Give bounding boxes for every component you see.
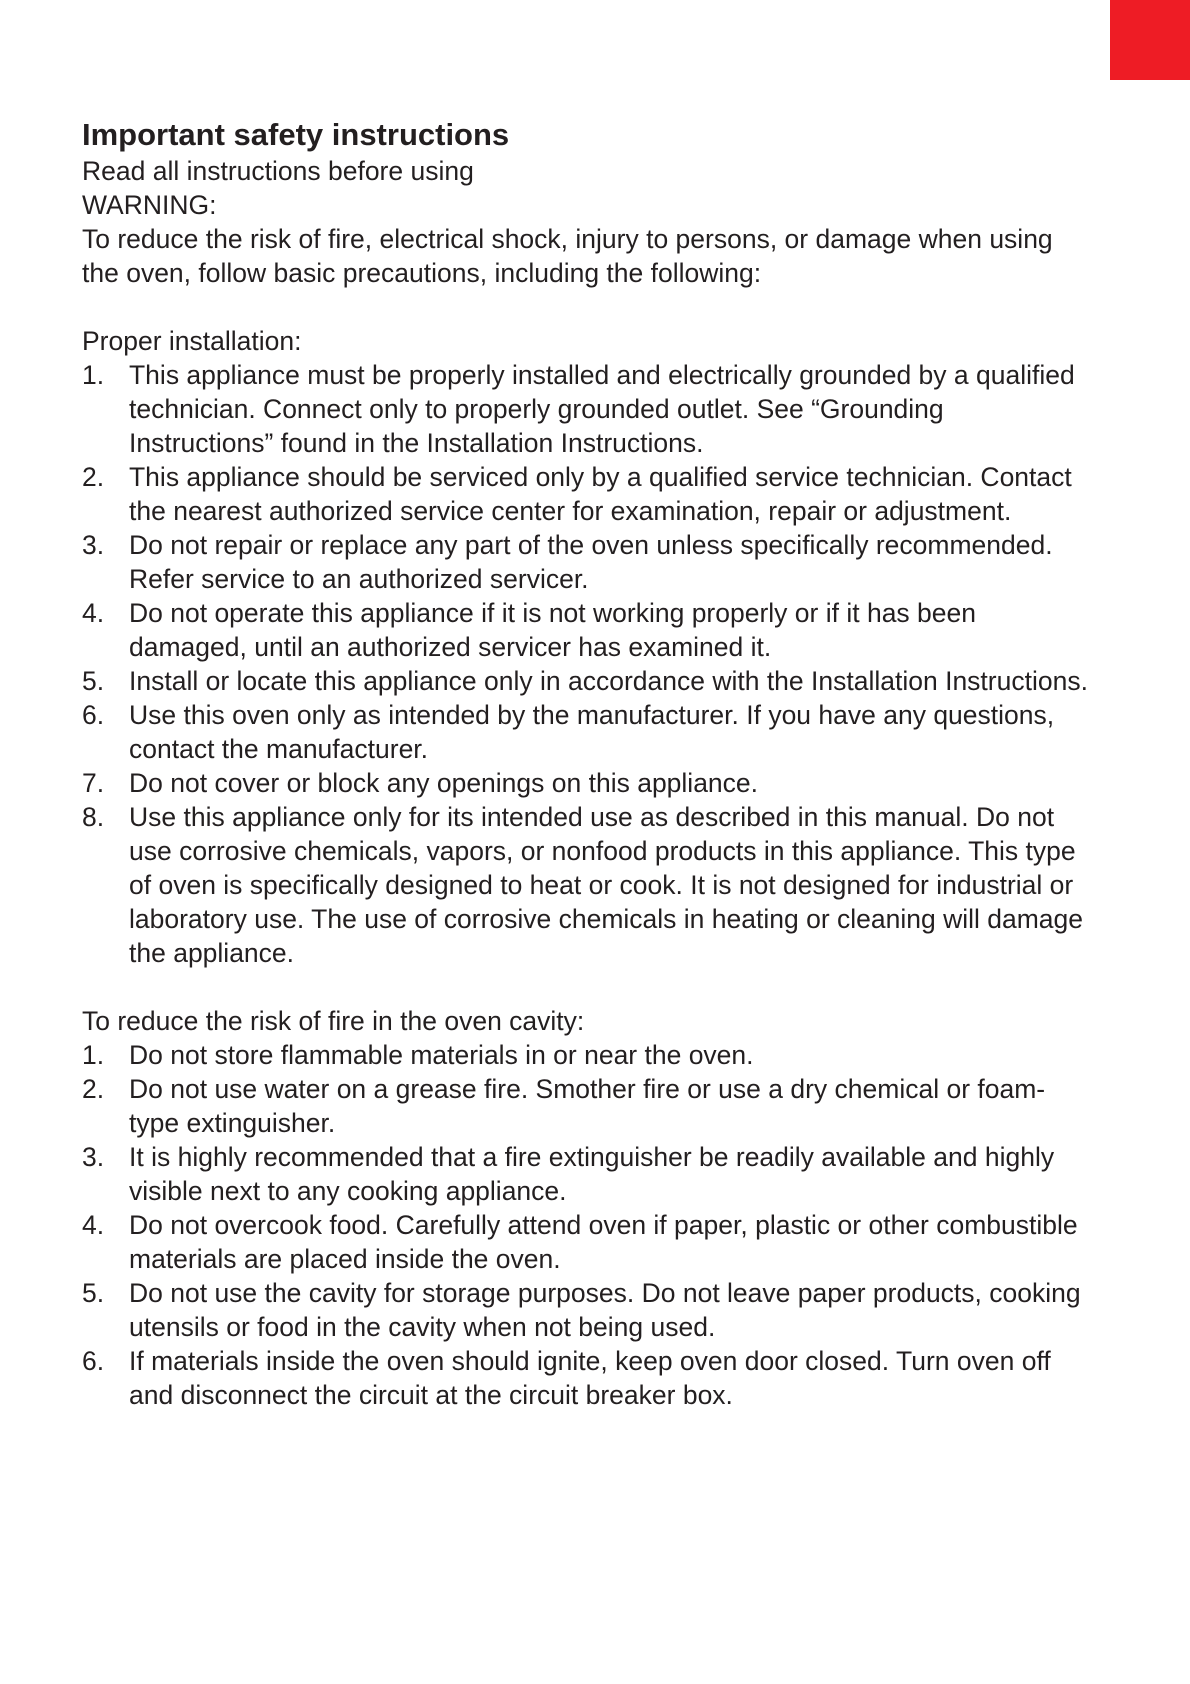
list-item xyxy=(82,698,1092,766)
list-item xyxy=(82,1344,1092,1412)
list-item xyxy=(82,358,1092,460)
item-text: Do not store flammable materials in or near the oven. xyxy=(129,1040,754,1070)
item-text: Install or locate this appliance only in accordance with the Installation Instructions. xyxy=(129,666,1088,696)
item-number: 3. xyxy=(82,1142,105,1172)
item-text: Use this oven only as intended by the manufacturer. If you have any questions, contact the manufacturer. xyxy=(129,700,1055,764)
spacer xyxy=(82,290,1092,324)
item-number: 4. xyxy=(82,598,105,628)
list-item xyxy=(82,460,1092,528)
list-item xyxy=(82,1276,1092,1344)
proper-installation-list xyxy=(82,358,1092,970)
item-number: 3. xyxy=(82,530,105,560)
spacer xyxy=(82,970,1092,1004)
item-number: 7. xyxy=(82,768,105,798)
list-item xyxy=(82,596,1092,664)
item-number: 1. xyxy=(82,1040,105,1070)
list-item xyxy=(82,664,1092,698)
item-text: Do not repair or replace any part of the oven unless specifically recommended. Refer service to an authorized servicer. xyxy=(129,530,1053,594)
item-text: This appliance should be serviced only by a qualified service technician. Contact the nearest authorized service center for examination, repair or adjustment. xyxy=(129,462,1072,526)
fire-risk-list xyxy=(82,1038,1092,1412)
list-item xyxy=(82,1072,1092,1140)
item-text: Do not use the cavity for storage purposes. Do not leave paper products, cooking utensils or food in the cavity when not being used. xyxy=(129,1278,1081,1342)
item-text: Do not use water on a grease fire. Smother fire or use a dry chemical or foam-type extinguisher. xyxy=(129,1074,1046,1138)
list-item xyxy=(82,766,1092,800)
item-number: 2. xyxy=(82,462,105,492)
item-text: Do not cover or block any openings on this appliance. xyxy=(129,768,759,798)
item-text: This appliance must be properly installed and electrically grounded by a qualified technician. Connect only to properly grounded outlet. See “Grounding Instructions” found in the Installation Instructions. xyxy=(129,360,1075,458)
list-item xyxy=(82,1140,1092,1208)
item-number: 5. xyxy=(82,1278,105,1308)
warning-text: To reduce the risk of fire, electrical shock, injury to persons, or damage when using the oven, follow basic precautions, including the following: xyxy=(82,224,1053,288)
item-number: 1. xyxy=(82,360,105,390)
item-number: 4. xyxy=(82,1210,105,1240)
item-text: Do not operate this appliance if it is not working properly or if it has been damaged, until an authorized servicer has examined it. xyxy=(129,598,976,662)
red-corner-tab xyxy=(1110,0,1190,80)
proper-installation-heading: Proper installation: xyxy=(82,326,302,356)
item-number: 5. xyxy=(82,666,105,696)
item-number: 2. xyxy=(82,1074,105,1104)
list-item xyxy=(82,1208,1092,1276)
list-item xyxy=(82,1038,1092,1072)
item-number: 8. xyxy=(82,802,105,832)
list-item xyxy=(82,528,1092,596)
fire-risk-heading: To reduce the risk of fire in the oven cavity: xyxy=(82,1006,585,1036)
item-text: If materials inside the oven should ignite, keep oven door closed. Turn oven off and disconnect the circuit at the circuit breaker box. xyxy=(129,1346,1051,1410)
item-number: 6. xyxy=(82,700,105,730)
warning-label: WARNING: xyxy=(82,190,217,220)
list-item xyxy=(82,800,1092,970)
item-text: It is highly recommended that a fire extinguisher be readily available and highly visible next to any cooking appliance. xyxy=(129,1142,1055,1206)
read-all-line: Read all instructions before using xyxy=(82,156,474,186)
item-number: 6. xyxy=(82,1346,105,1376)
safety-page xyxy=(82,116,1092,1412)
page-title: Important safety instructions xyxy=(82,117,510,152)
item-text: Use this appliance only for its intended use as described in this manual. Do not use corrosive chemicals, vapors, or nonfood products in this appliance. This type of oven is specifically designed to heat or cook. It is not designed for industrial or laboratory use. The use of corrosive chemicals in heating or cleaning will damage the appliance. xyxy=(129,802,1084,968)
item-text: Do not overcook food. Carefully attend oven if paper, plastic or other combustible materials are placed inside the oven. xyxy=(129,1210,1078,1274)
